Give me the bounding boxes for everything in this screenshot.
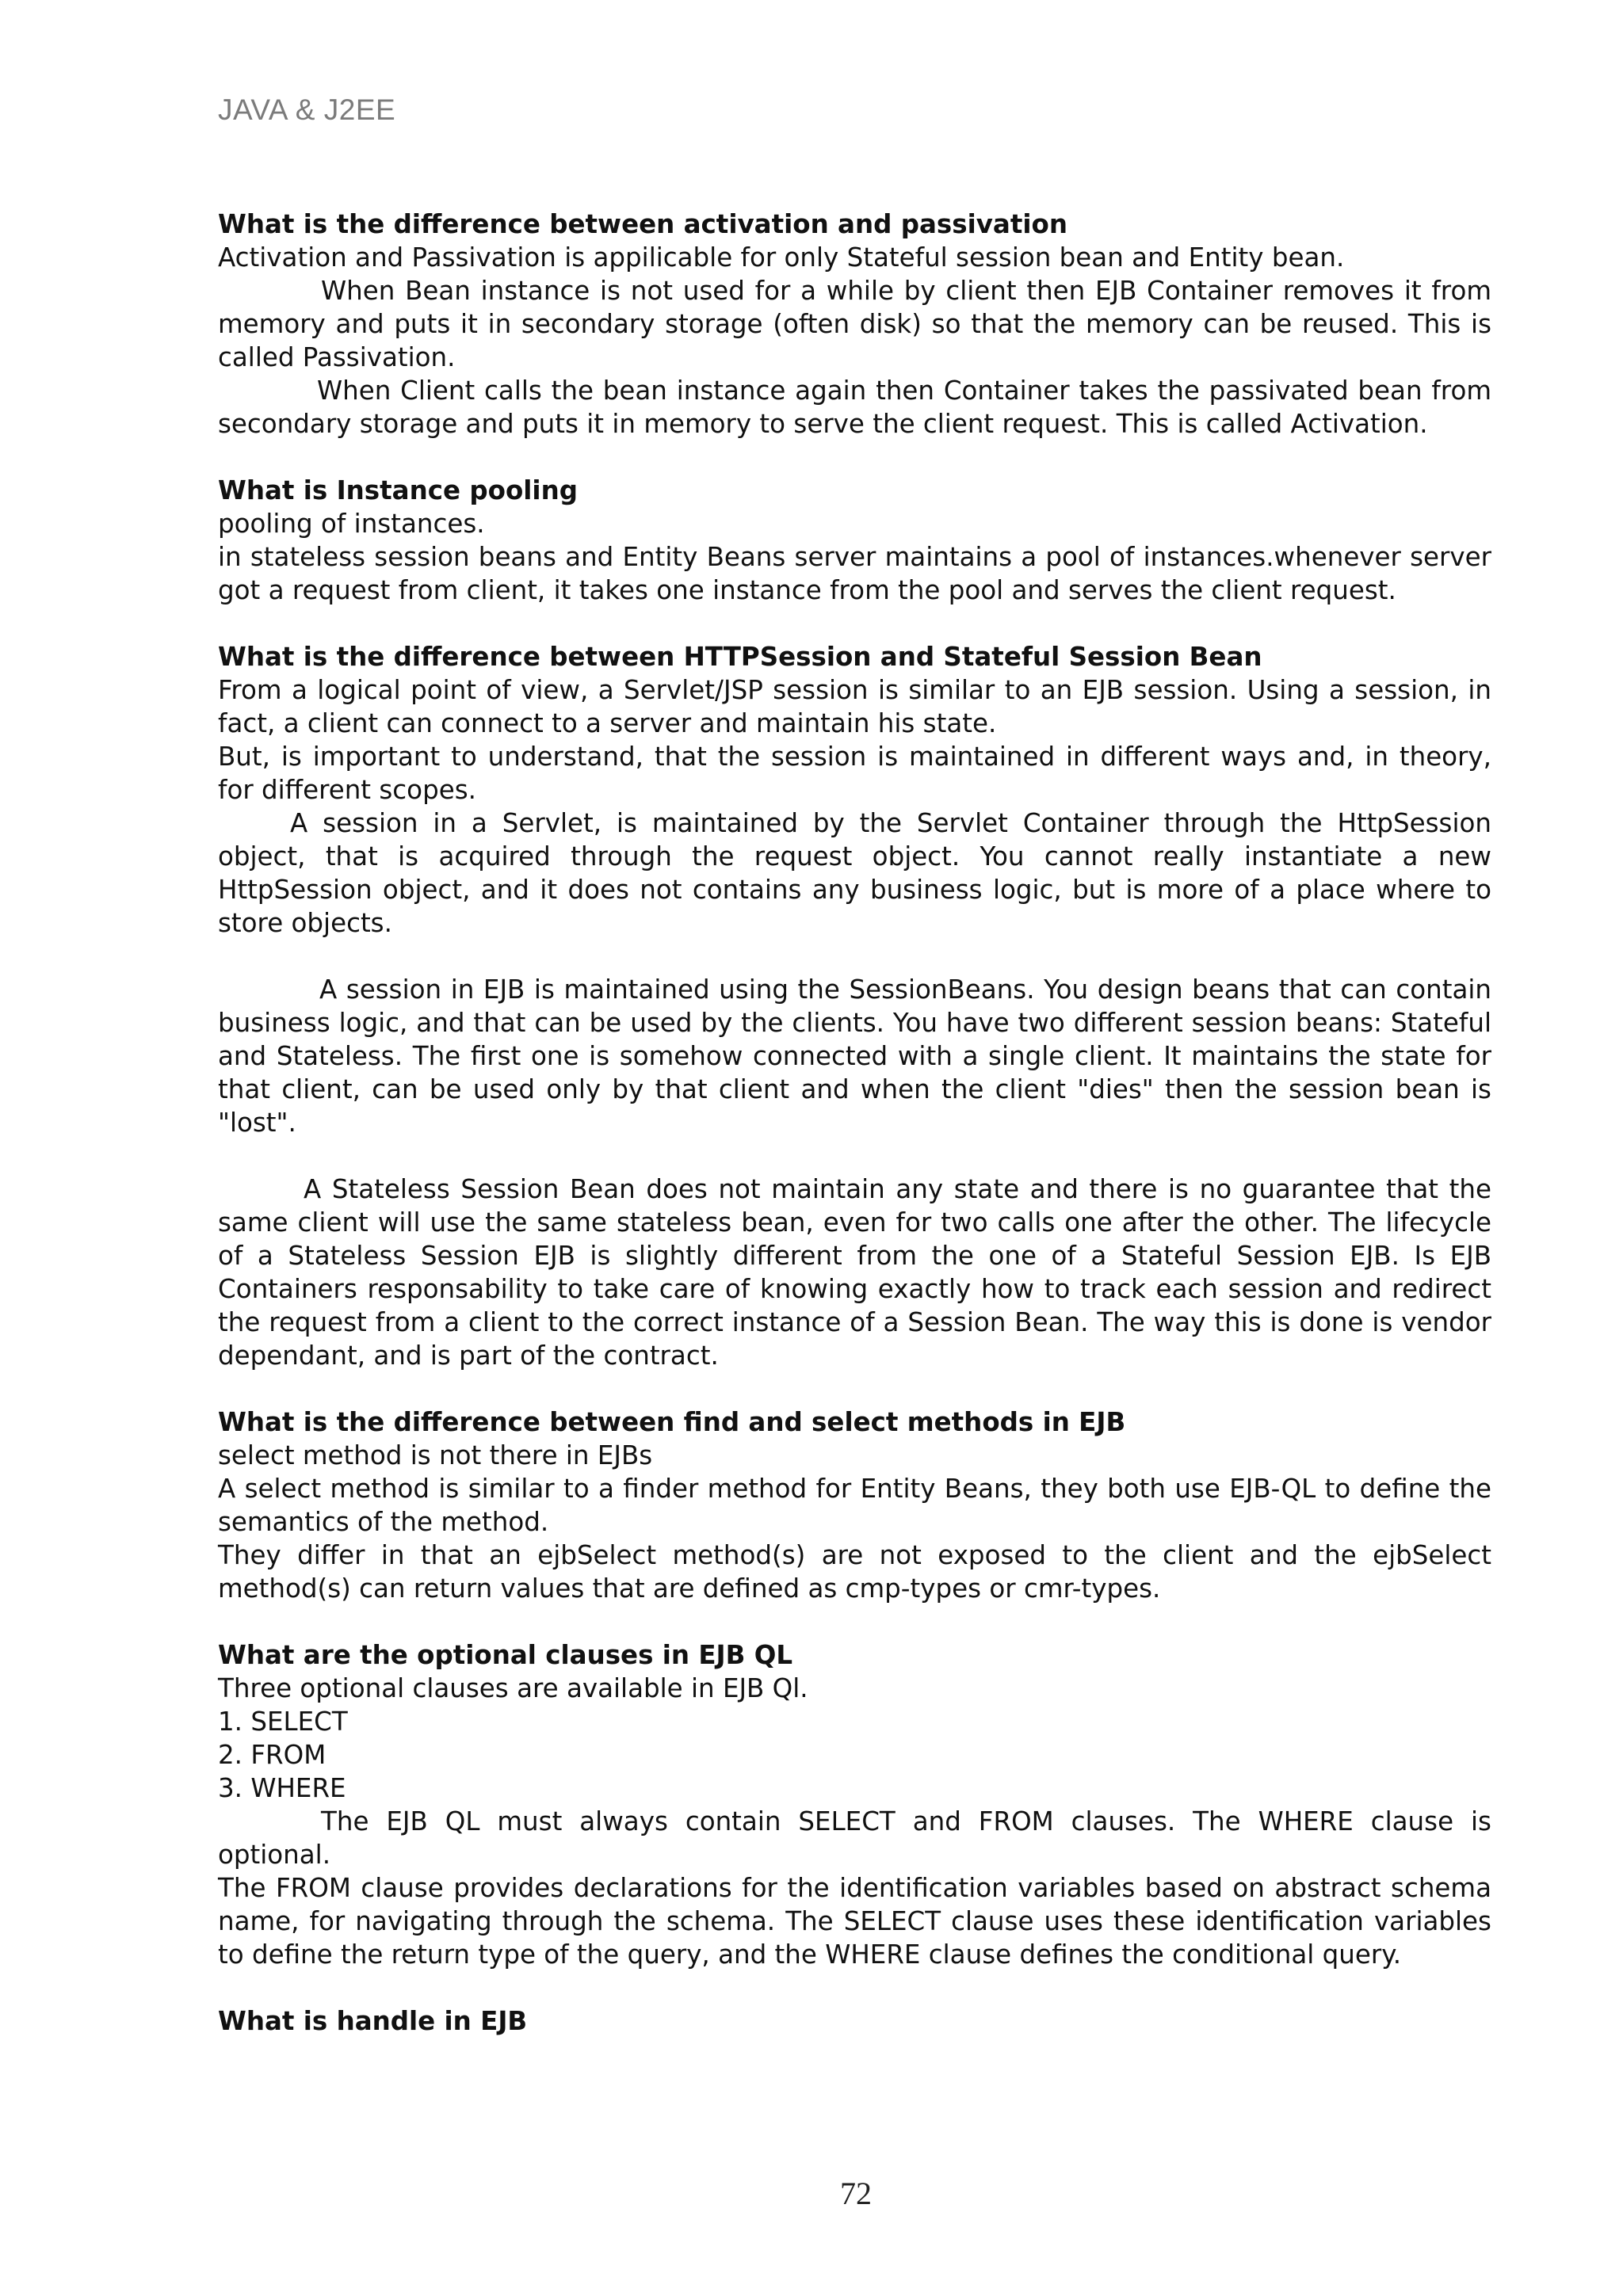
paragraph: pooling of instances. <box>218 509 485 539</box>
section-heading-instance-pooling: What is Instance pooling <box>218 475 578 505</box>
section-spacer <box>218 441 1491 474</box>
paragraph: A session in a Servlet, is maintained by the Servlet Container through the HttpSession object, that is acquired through the request object. You cannot really instantiate a new HttpSession object, and it does not contains any business logic, but is more of a place where to store objects. <box>218 808 1491 938</box>
paragraph: When Client calls the bean instance again then Container takes the passivated bean from secondary storage and puts it in memory to serve the client request. This is called Activation. <box>218 376 1491 439</box>
section-spacer <box>218 1605 1491 1638</box>
paragraph: They differ in that an ejbSelect method(s) are not exposed to the client and the ejbSelect method(s) can return values that are defined as cmp-types or cmr-types. <box>218 1540 1491 1604</box>
section-spacer <box>218 1372 1491 1405</box>
section-spacer <box>218 607 1491 640</box>
running-header: JAVA & J2EE <box>218 93 396 126</box>
section-spacer <box>218 1971 1491 2004</box>
section-heading-find-vs-select: What is the difference between find and select methods in EJB <box>218 1407 1126 1437</box>
section-heading-httpsession-vs-stateful: What is the difference between HTTPSession and Stateful Session Bean <box>218 642 1262 672</box>
section-heading-activation-passivation: What is the difference between activation and passivation <box>218 209 1067 239</box>
paragraph: But, is important to understand, that the session is maintained in different ways and, in theory, for different scopes. <box>218 742 1491 805</box>
paragraph: A session in EJB is maintained using the SessionBeans. You design beans that can contain business logic, and that can be used by the clients. You have two different session beans: Stateful and Stateless. The first one is somehow connected with a single client. It maintains the state for that client, can be used only by that client and when the client "dies" then the session bean is "lost". <box>218 974 1491 1138</box>
section-heading-ejb-ql-clauses: What are the optional clauses in EJB QL <box>218 1640 793 1670</box>
paragraph: The FROM clause provides declarations for the identification variables based on abstract schema name, for navigating through the schema. The SELECT clause uses these identification variables to define the return type of the query, and the WHERE clause defines the conditional query. <box>218 1873 1491 1970</box>
section-heading-handle-in-ejb: What is handle in EJB <box>218 2006 528 2036</box>
paragraph-spacer <box>218 1139 1491 1173</box>
paragraph: A Stateless Session Bean does not maintain any state and there is no guarantee that the same client will use the same stateless bean, even for two calls one after the other. The lifecycle of a Stateless Session EJB is slightly different from the one of a Stateful Session EJB. Is EJB Containers responsability to take care of knowing exactly how to track each session and redirect the request from a client to the correct instance of a Session Bean. The way this is done is vendor dependant, and is part of the contract. <box>218 1174 1491 1371</box>
paragraph: in stateless session beans and Entity Beans server maintains a pool of instances.whenever server got a request from client, it takes one instance from the pool and serves the client request. <box>218 542 1491 605</box>
page-number: 72 <box>840 2176 872 2211</box>
list-item: 1. SELECT <box>218 1707 348 1737</box>
paragraph: Activation and Passivation is appilicable for only Stateful session bean and Entity bean. <box>218 242 1345 273</box>
paragraph: When Bean instance is not used for a while by client then EJB Container removes it from memory and puts it in secondary storage (often disk) so that the memory can be reused. This is called Passivation. <box>218 276 1491 372</box>
paragraph: The EJB QL must always contain SELECT and FROM clauses. The WHERE clause is optional. <box>218 1806 1491 1870</box>
list-item: 2. FROM <box>218 1740 327 1770</box>
list-item: 3. WHERE <box>218 1773 346 1803</box>
document-body <box>218 208 1491 2038</box>
paragraph: From a logical point of view, a Servlet/JSP session is similar to an EJB session. Using a session, in fact, a client can connect to a server and maintain his state. <box>218 675 1491 738</box>
paragraph-spacer <box>218 940 1491 973</box>
paragraph: Three optional clauses are available in EJB Ql. <box>218 1673 808 1703</box>
paragraph: select method is not there in EJBs <box>218 1440 653 1470</box>
paragraph: A select method is similar to a finder method for Entity Beans, they both use EJB-QL to define the semantics of the method. <box>218 1474 1491 1537</box>
